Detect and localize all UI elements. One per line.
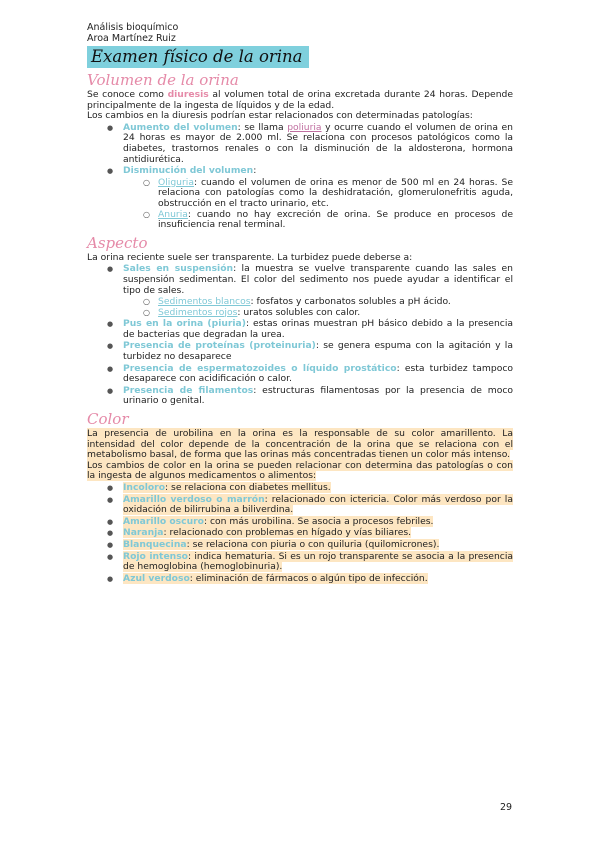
list-item: ● Disminución del volumen: ○ Oliguria: cuando el volumen de orina es menor de 500 ml en 24 horas. Se relaciona con patologías como la deshidratación, glomerulonefritis aguda, obstrucción en el tracto urinario, etc. ○ Anuria: cuando no hay excreción de orina. Se produce en procesos de insuficiencia renal terminal. — [87, 166, 513, 231]
color-list — [87, 483, 513, 584]
page-content — [87, 22, 513, 584]
keyword: Presencia de filamentos — [123, 384, 254, 396]
sublist-item: ○ Sedimentos blancos: fosfatos y carbonatos solubles a pH ácido. — [123, 297, 513, 308]
volumen-list — [87, 123, 513, 231]
link-poliuria[interactable]: poliuria — [287, 121, 322, 133]
color-paragraph-2: Los cambios de color en la orina se pueden relacionar con determina das patologías o con la ingesta de algunos medicamentos o alimentos: — [87, 459, 513, 482]
keyword: Incoloro — [123, 482, 166, 493]
list-item: ● Presencia de espermatozoides o líquido prostático: esta turbidez tampoco desaparece con acidificación o calor. — [87, 364, 513, 385]
list-item: ● Blanquecina: se relaciona con piuria o con quiluria (quilomicrones). — [87, 540, 513, 551]
link-sedimentos-rojos[interactable]: Sedimentos rojos — [158, 306, 238, 318]
list-item: ● Amarillo oscuro: con más urobilina. Se asocia a procesos febriles. — [87, 517, 513, 528]
keyword-diuresis: diuresis — [167, 89, 209, 100]
keyword: Rojo intenso — [123, 550, 188, 562]
volumen-paragraph-2: Los cambios en la diuresis podrían estar relacionados con determinadas patologías: — [87, 110, 473, 122]
keyword: Sales en suspensión — [123, 263, 234, 275]
title-highlight — [87, 46, 309, 68]
keyword: Aumento del volumen — [123, 121, 238, 133]
section-heading-color: Color — [87, 410, 129, 429]
list-item: ● Presencia de filamentos: estructuras filamentosas por la presencia de moco urinario o genital. — [87, 386, 513, 407]
volumen-paragraph-1: Se conoce como diuresis al volumen total de orina excretada durante 24 horas. Depende principalmente de la ingesta de líquidos y de la edad. — [87, 89, 514, 111]
keyword: Pus en la orina (piuria) — [123, 318, 246, 330]
header-author: Aroa Martínez Ruiz — [87, 33, 176, 44]
list-item: ● Aumento del volumen: se llama poliuria y ocurre cuando el volumen de orina en 24 horas es mayor de 2.000 ml. Se relaciona con procesos patológicos como la diabetes, trastornos renales o con la disminución de la aldosterona, hormona antidiurética. — [87, 123, 513, 165]
keyword: Blanquecina — [123, 538, 187, 550]
color-paragraph-1: La presencia de urobilina en la orina es la responsable de su color amarillento. La intensidad del color depende de la concentración de la orina que se relaciona con el metabolismo basal, de forma que las orinas más concentradas tienen un color más intenso. — [87, 428, 513, 461]
keyword: Presencia de espermatozoides o líquido prostático — [123, 362, 397, 374]
list-item: ● Rojo intenso: indica hematuria. Si es un rojo transparente se asocia a la presencia de hemoglobina (hemoglobinuria). — [87, 552, 513, 573]
sublist-item: ○ Sedimentos rojos: uratos solubles con calor. — [123, 308, 513, 319]
link-sedimentos-blancos[interactable]: Sedimentos blancos — [158, 296, 251, 308]
keyword: Naranja — [123, 527, 164, 539]
sublist-item: ○ Anuria: cuando no hay excreción de orina. Se produce en procesos de insuficiencia renal terminal. — [123, 210, 513, 231]
keyword: Amarillo verdoso o marrón — [123, 493, 265, 505]
sublist — [123, 297, 513, 318]
sublist — [123, 178, 513, 231]
aspecto-list — [87, 264, 513, 407]
page-number: 29 — [500, 802, 513, 813]
link-oliguria[interactable]: Oliguria — [158, 176, 194, 188]
list-item: ● Incoloro: se relaciona con diabetes mellitus. — [87, 483, 513, 494]
aspecto-intro: La orina reciente suele ser transparente. La turbidez puede deberse a: — [87, 251, 413, 263]
keyword: Amarillo oscuro — [123, 515, 204, 527]
list-item: ● Sales en suspensión: la muestra se vuelve transparente cuando las sales en suspensión sedimentan. El color del sedimento nos puede ayudar a identificar el tipo de sales. ○ Sedimentos blancos: fosfatos y carbonatos solubles a pH ácido. ○ Sedimentos rojos: uratos solubles con calor. — [87, 264, 513, 318]
keyword: Azul verdoso — [123, 572, 190, 584]
page-title: Examen físico de la orina — [91, 47, 303, 66]
list-item: ● Naranja: relacionado con problemas en hígado y vías biliares. — [87, 528, 513, 539]
section-heading-volumen: Volumen de la orina — [87, 71, 239, 89]
section-heading-aspecto: Aspecto — [87, 233, 148, 252]
keyword: Disminución del volumen — [123, 165, 254, 177]
link-anuria[interactable]: Anuria — [158, 208, 188, 220]
list-item: ● Azul verdoso: eliminación de fármacos o algún tipo de infección. — [87, 574, 513, 585]
keyword: Presencia de proteínas (proteinuria) — [123, 340, 316, 352]
list-item: ● Amarillo verdoso o marrón: relacionado con ictericia. Color más verdoso por la oxidación de bilirrubina a biliverdina. — [87, 495, 513, 516]
list-item: ● Presencia de proteínas (proteinuria): se genera espuma con la agitación y la turbidez no desaparece — [87, 341, 513, 362]
list-item: ● Pus en la orina (piuria): estas orinas muestran pH básico debido a la presencia de bacterias que degradan la urea. — [87, 319, 513, 340]
header-subject: Análisis bioquímico — [87, 22, 179, 33]
sublist-item: ○ Oliguria: cuando el volumen de orina es menor de 500 ml en 24 horas. Se relaciona con patologías como la deshidratación, glomerulonefritis aguda, obstrucción en el tracto urinario, etc. — [123, 178, 513, 210]
